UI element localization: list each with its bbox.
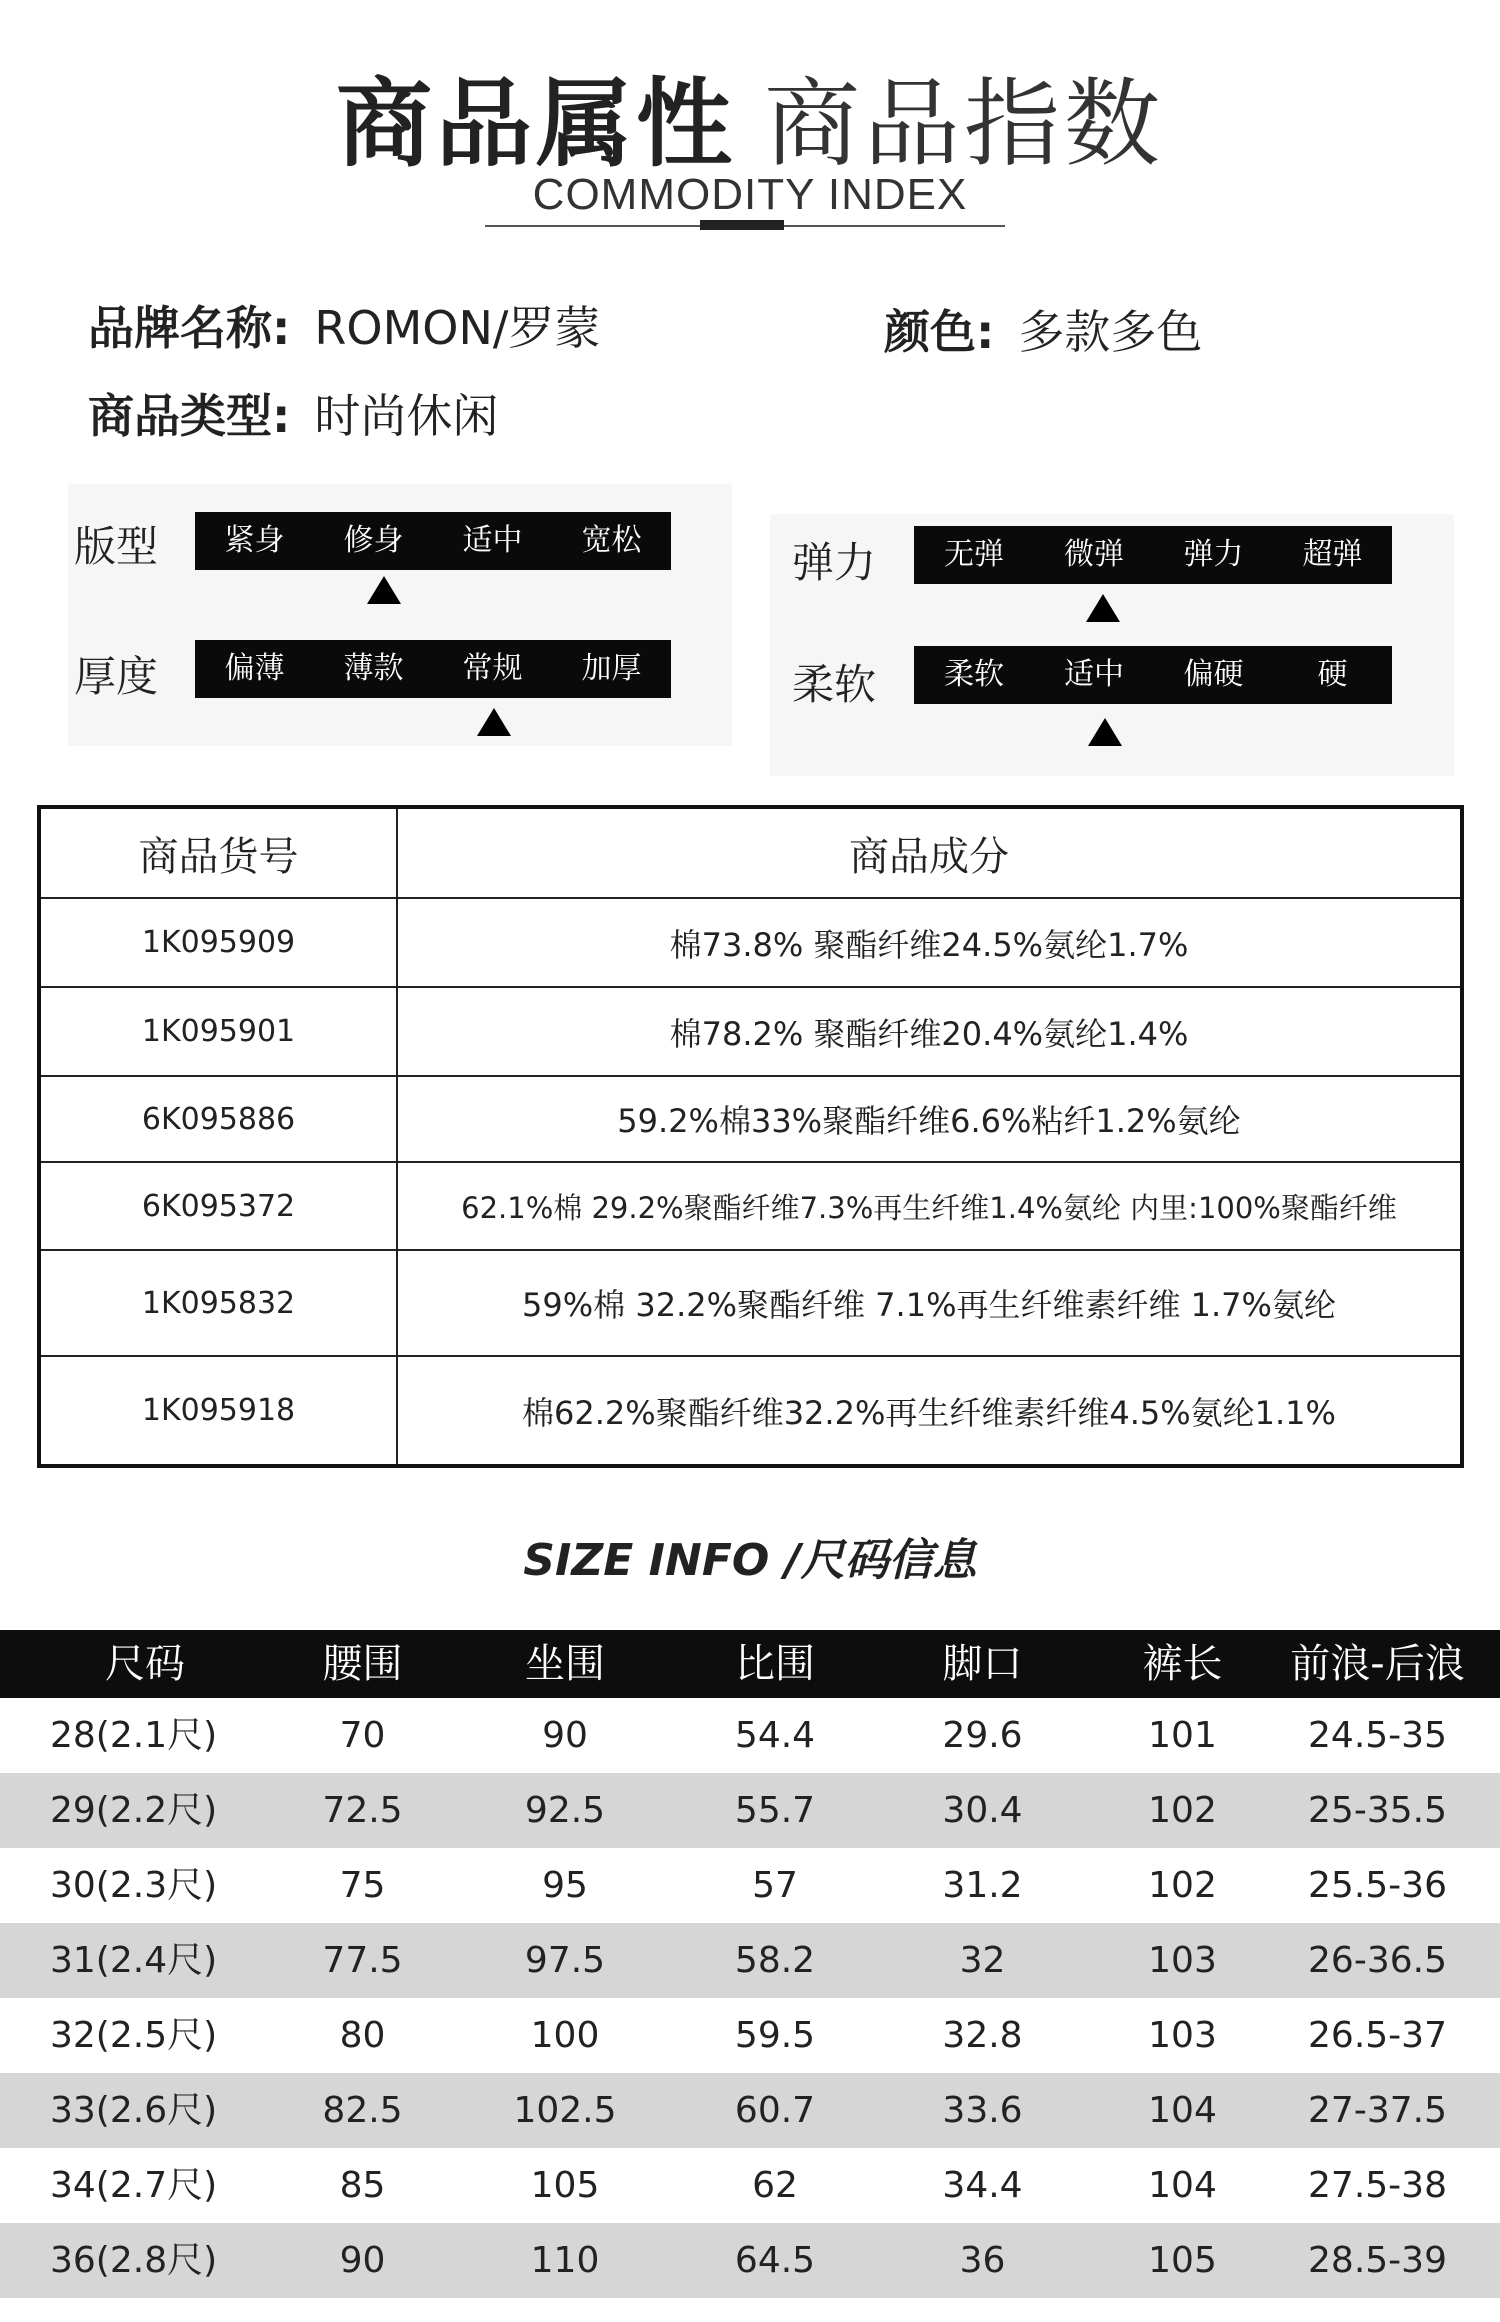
thickness-label: 厚度 [74,652,159,701]
table-row [39,898,1462,987]
size-value-cell: 70 [339,1715,386,1756]
size-value-cell: 32 [959,1940,1006,1981]
brand-info [88,292,600,358]
size-value-cell: 31.2 [942,1865,1023,1906]
softness-option: 偏硬 [1183,657,1244,692]
title-underline-accent [700,220,784,230]
thickness-option: 加厚 [581,651,642,686]
thickness-option: 薄款 [343,651,404,686]
title-bold: 商品属性 [336,68,736,180]
table-row [0,1698,1500,1773]
size-value-cell: 95 [542,1865,588,1906]
size-value-cell: 26-36.5 [1308,1940,1447,1981]
size-table-header [0,1630,1500,1698]
size-label-cell: 32(2.5尺) [50,2015,218,2056]
size-value-cell: 30.4 [942,1790,1023,1831]
size-header-cell: 坐围 [525,1641,605,1687]
size-value-cell: 60.7 [734,2090,816,2131]
item-no-cell: 1K095832 [39,1250,397,1356]
size-value-cell: 28.5-39 [1308,2240,1447,2281]
item-no-cell: 1K095901 [39,987,397,1076]
table-row [39,1356,1462,1466]
size-value-cell: 32.8 [942,2015,1023,2056]
size-value-cell: 25.5-36 [1308,1865,1447,1906]
size-value-cell: 58.2 [734,1940,816,1981]
size-header-cell: 脚口 [942,1641,1023,1687]
size-value-cell: 77.5 [322,1940,403,1981]
size-value-cell: 102.5 [513,2090,617,2131]
size-value-cell: 27.5-38 [1308,2165,1447,2206]
fit-marker-icon [367,576,401,604]
table-row [0,2148,1500,2223]
table-row [0,1848,1500,1923]
fit-scale-bar [195,512,671,570]
fit-option: 修身 [343,523,404,558]
fit-option: 宽松 [581,523,642,558]
page-title [0,48,1500,185]
item-no-cell: 1K095909 [39,898,397,987]
size-value-cell: 25-35.5 [1308,1790,1447,1831]
size-value-cell: 57 [752,1865,798,1906]
fit-option: 适中 [462,523,523,558]
size-label-cell: 31(2.4尺) [50,1940,218,1981]
composition-cell: 棉62.2%聚酯纤维32.2%再生纤维素纤维4.5%氨纶1.1% [397,1356,1462,1466]
size-value-cell: 36 [959,2240,1006,2281]
brand-value: ROMON/罗蒙 [314,301,601,355]
composition-cell: 59.2%棉33%聚酯纤维6.6%粘纤1.2%氨纶 [397,1076,1462,1162]
softness-label: 柔软 [792,660,877,709]
size-value-cell: 29.6 [942,1715,1023,1756]
size-header-cell: 腰围 [322,1641,403,1687]
size-label-cell: 28(2.1尺) [50,1715,218,1756]
size-value-cell: 110 [530,2240,600,2281]
column-header-composition: 商品成分 [397,807,1462,898]
table-row [0,1923,1500,1998]
size-value-cell: 24.5-35 [1308,1715,1447,1756]
size-value-cell: 85 [339,2165,386,2206]
softness-option: 柔软 [944,657,1004,692]
composition-cell: 62.1%棉 29.2%聚酯纤维7.3%再生纤维1.4%氨纶 内里:100%聚酯纤维 [397,1162,1462,1250]
size-info-title: SIZE INFO /尺码信息 [523,1535,977,1586]
softness-scale-bar [914,646,1392,704]
type-info [88,380,498,446]
size-value-cell: 103 [1148,1940,1217,1981]
size-value-cell: 102 [1148,1790,1217,1831]
thickness-marker-icon [477,708,511,736]
thickness-scale-bar [195,640,671,698]
composition-table [37,805,1464,1468]
item-no-cell: 6K095372 [39,1162,397,1250]
title-light: 商品指数 [764,68,1164,180]
table-row [0,1773,1500,1848]
color-info [884,296,1202,362]
size-value-cell: 90 [339,2240,386,2281]
table-row [0,2073,1500,2148]
size-label-cell: 34(2.7尺) [50,2165,218,2206]
table-row [39,987,1462,1076]
elasticity-option: 弹力 [1183,537,1244,572]
elasticity-option: 微弹 [1064,537,1124,572]
size-value-cell: 64.5 [734,2240,816,2281]
item-no-cell: 1K095918 [39,1356,397,1466]
table-row [39,1076,1462,1162]
size-value-cell: 27-37.5 [1308,2090,1447,2131]
softness-marker-icon [1088,718,1122,746]
size-value-cell: 92.5 [524,1790,606,1831]
size-value-cell: 55.7 [734,1790,816,1831]
size-label-cell: 30(2.3尺) [50,1865,218,1906]
composition-cell: 棉78.2% 聚酯纤维20.4%氨纶1.4% [397,987,1462,1076]
fit-label: 版型 [74,522,159,571]
composition-cell: 棉73.8% 聚酯纤维24.5%氨纶1.7% [397,898,1462,987]
elasticity-option: 无弹 [944,537,1004,572]
size-label-cell: 33(2.6尺) [50,2090,218,2131]
elasticity-label: 弹力 [792,538,877,587]
size-value-cell: 34.4 [942,2165,1023,2206]
table-row [0,2223,1500,2298]
type-value: 时尚休闲 [314,389,499,443]
size-value-cell: 103 [1148,2015,1217,2056]
size-value-cell: 33.6 [942,2090,1023,2131]
softness-option: 硬 [1317,657,1348,692]
elasticity-marker-icon [1086,594,1120,622]
size-value-cell: 105 [1148,2240,1217,2281]
size-label-cell: 36(2.8尺) [50,2240,218,2281]
size-header-cell: 前浪-后浪 [1290,1641,1465,1687]
size-value-cell: 101 [1148,1715,1217,1756]
size-value-cell: 105 [530,2165,600,2206]
fit-option: 紧身 [224,523,285,558]
table-row [39,1162,1462,1250]
size-value-cell: 54.4 [734,1715,816,1756]
size-label-cell: 29(2.2尺) [50,1790,218,1831]
thickness-option: 常规 [462,651,523,686]
size-header-cell: 裤长 [1142,1641,1223,1687]
size-value-cell: 104 [1148,2090,1217,2131]
size-value-cell: 97.5 [524,1940,606,1981]
color-value: 多款多色 [1018,305,1203,359]
softness-option: 适中 [1064,657,1124,692]
table-row [0,1998,1500,2073]
size-value-cell: 59.5 [734,2015,816,2056]
size-value-cell: 62 [752,2165,798,2206]
type-label: 商品类型: [88,389,291,443]
color-label: 颜色: [884,305,995,359]
item-no-cell: 6K095886 [39,1076,397,1162]
size-header-cell: 尺码 [105,1641,185,1687]
composition-cell: 59%棉 32.2%聚酯纤维 7.1%再生纤维素纤维 1.7%氨纶 [397,1250,1462,1356]
composition-header-row [39,807,1462,898]
size-value-cell: 80 [339,2015,386,2056]
size-value-cell: 75 [339,1865,386,1906]
elasticity-scale-bar [914,526,1392,584]
elasticity-option: 超弹 [1302,537,1363,572]
size-value-cell: 26.5-37 [1308,2015,1447,2056]
page-subtitle: COMMODITY INDEX [532,170,968,219]
size-value-cell: 102 [1148,1865,1217,1906]
column-header-item-no: 商品货号 [39,807,397,898]
size-header-cell: 比围 [735,1641,815,1687]
brand-label: 品牌名称: [88,301,291,355]
size-value-cell: 72.5 [322,1790,403,1831]
table-row [39,1250,1462,1356]
size-value-cell: 100 [530,2015,600,2056]
size-value-cell: 104 [1148,2165,1217,2206]
size-value-cell: 90 [542,1715,588,1756]
size-value-cell: 82.5 [322,2090,403,2131]
thickness-option: 偏薄 [224,651,285,686]
